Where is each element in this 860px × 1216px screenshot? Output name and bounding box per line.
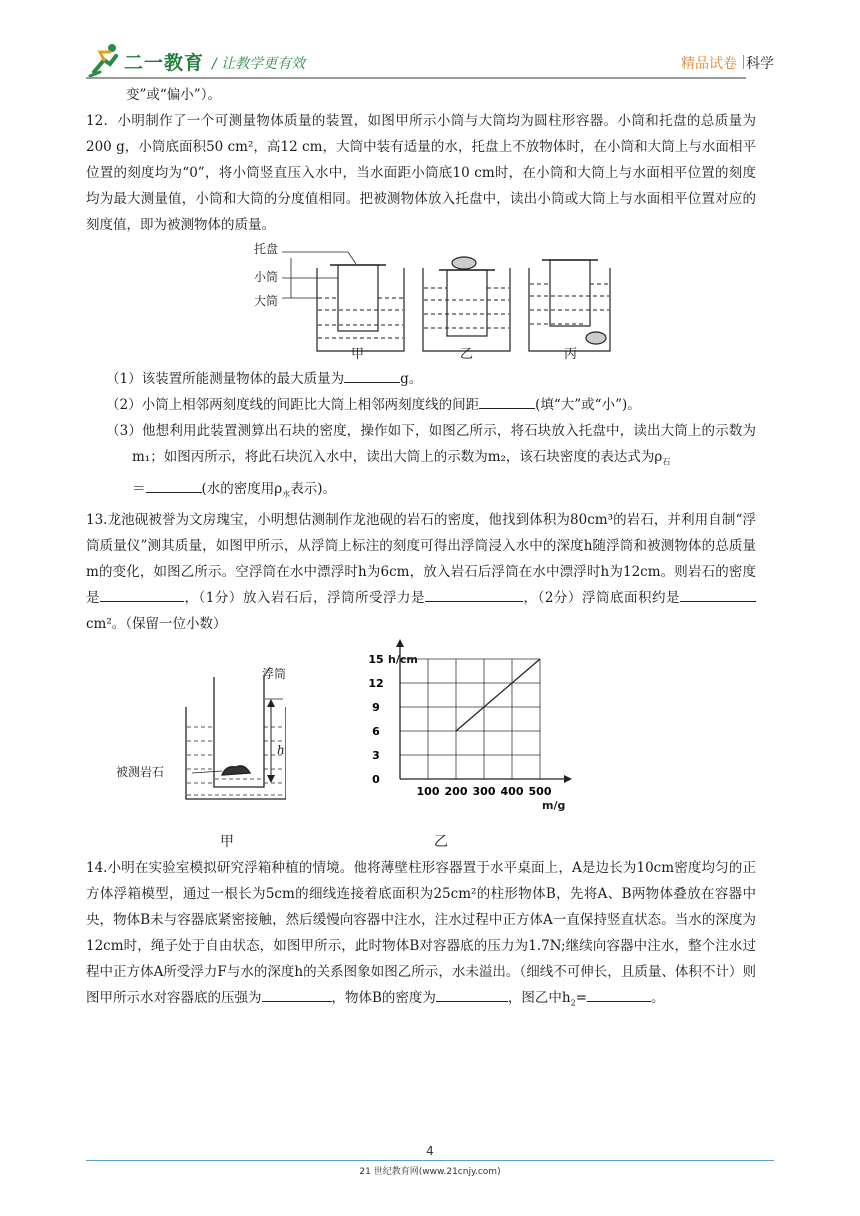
q14-text-d: =: [575, 990, 588, 1007]
y-tick-label: 6: [372, 725, 380, 739]
footer-rule: [86, 1160, 774, 1161]
y-tick-label: 9: [372, 701, 380, 715]
q13-stem: [86, 507, 756, 637]
label-tray: 托盘: [254, 242, 279, 256]
q14-stem: [86, 855, 756, 1017]
logo-runner-icon: [86, 42, 126, 78]
y-tick-label: 12: [368, 677, 384, 691]
label-big-tube: 大筒: [254, 294, 279, 308]
document-body: [86, 82, 756, 1017]
h-m-chart: [350, 637, 580, 817]
q12-figure: [86, 238, 756, 366]
answer-blank[interactable]: [680, 585, 756, 602]
x-tick-label: 400: [500, 785, 524, 799]
label-jia: 甲: [351, 347, 365, 362]
answer-blank[interactable]: [146, 476, 202, 493]
x-tick-label: 300: [472, 785, 496, 799]
answer-blank[interactable]: [587, 985, 651, 1002]
q12-sub3-note-end: 表示)。: [290, 480, 336, 497]
rho-stone-sub: 石: [662, 457, 671, 467]
answer-blank[interactable]: [344, 366, 400, 383]
q12-sub3-note: (水的密度用ρ: [201, 480, 283, 497]
slogan: / 让教学更有效: [212, 56, 306, 72]
label-bing: 丙: [564, 347, 578, 362]
answer-blank[interactable]: [479, 392, 535, 409]
page-header: [0, 0, 860, 80]
period: 。: [651, 990, 665, 1007]
q14-text-c: ，图乙中h: [507, 990, 571, 1007]
q12-sub2-text: （2）小筒上相邻两刻度线的间距比大筒上相邻两刻度线的间距: [106, 397, 480, 413]
q12-diagram: [86, 238, 756, 366]
y-tick-label: 3: [372, 749, 380, 763]
label-rock: 被测岩石: [116, 765, 165, 780]
q12-sub3-text: （3）他想利用此装置测算出石块的密度，操作如下，如图乙所示，将石块放入托盘中，读出大筒上的示数为m₁；如图丙所示，将此石块沉入水中，读出大筒上的示数为m₂，该石块密度的表达式为ρ: [106, 423, 756, 465]
x-axis-arrow: [564, 775, 572, 783]
q14-text-b: ，物体B的密度为: [331, 990, 436, 1007]
q13-figure: [86, 637, 756, 855]
subject-label: 科学: [746, 56, 774, 72]
q12-sub2: [86, 392, 756, 418]
x-tick-label: 100: [416, 785, 440, 799]
label-tube: 浮筒: [262, 667, 287, 682]
premium-badge: 精品试卷: [681, 56, 737, 72]
chart-xlabel: m/g: [542, 799, 566, 813]
x-tick-label: 200: [444, 785, 468, 799]
q14-text-a: 14.小明在实验室模拟研究浮箱种植的情境。他将薄壁柱形容器置于水平桌面上，A是边长为10cm密度均匀的正方体浮箱模型，通过一根长为5cm的细线连接着底面积为25cm²的柱形物体B，先将A、B两物体叠放在容器中央，物体B未与容器底紧密接触，然后缓慢向容器中注水，注水过程中正方体A一直保持竖直状态。当水的深度为12cm时，绳子处于自由状态，如图甲所示，此时物体B对容器底的压力为1.7N;继续向容器中注水，整个注水过程中正方体A所受浮力F与水的深度h的关系图象如图乙所示，水未溢出。（细线不可伸长，且质量、体积不计）则图甲所示水对容器底的压强为: [86, 860, 756, 1007]
x-tick-label: 500: [528, 785, 552, 799]
label-small-tube: 小筒: [254, 270, 279, 284]
equals-sign: ＝: [132, 480, 146, 497]
page-number: 4: [426, 1144, 434, 1158]
q12-sub1-text: （1）该装置所能测量物体的最大质量为: [106, 371, 345, 387]
header-separator: [743, 55, 744, 69]
label-yi: 乙: [434, 834, 448, 851]
chart-ylabel: h/cm: [388, 653, 418, 667]
label-yi: 乙: [460, 347, 474, 362]
q13-text-a: 13.龙池砚被誉为文房瑰宝，小明想估测制作龙池砚的岩石的密度，他找到体积为80cm³的岩石，并利用自制“浮筒质量仪”测其质量，如图甲所示，从浮筒上标注的刻度可得出浮筒浸入水中的深度h随浮筒和被测物体的总质量m的变化，如图乙所示。空浮筒在水中漂浮时h为6cm，放入岩石后浮筒在水中漂浮时h为12cm。则岩石的密度是: [86, 512, 756, 607]
answer-blank[interactable]: [100, 585, 184, 602]
y-axis-arrow: [396, 639, 404, 647]
q12-sub1-unit: g。: [400, 371, 423, 387]
y-tick-label: 0: [372, 773, 380, 787]
answer-blank[interactable]: [436, 985, 508, 1002]
answer-blank[interactable]: [262, 985, 332, 1002]
q13-text-c: ，（2分）浮筒底面积约是: [523, 590, 681, 607]
h2-sub: 2: [570, 999, 576, 1009]
y-tick-label: 15: [368, 653, 384, 667]
header-rule: [86, 77, 746, 79]
q11-tail: 变”或“偏小”）。: [126, 87, 221, 103]
answer-blank[interactable]: [425, 585, 523, 602]
logo-text: 二一教育: [124, 52, 205, 74]
q12-sub2-hint: (填“大”或“小”)。: [535, 397, 641, 413]
q12-stem: 12．小明制作了一个可测量物体质量的装置，如图甲所示小筒与大筒均为圆柱形容器。小筒和托盘的总质量为200 g，小筒底面积50 cm²，高12 cm，大筒中装有适量的水，托盘上不放物体时，在小筒和大筒上与水面相平位置的刻度均为“0”，将小筒竖直压入水中，当水面距小筒底10 cm时，在小筒和大筒上与水面相平位置的刻度均为最大测量值，小筒和大筒的分度值相同。把被测物体放入托盘中，读出小筒或大筒上与水面相平位置对应的刻度值，即为被测物体的质量。: [86, 113, 756, 233]
rho-water-sub: 水: [282, 489, 291, 499]
label-jia: 甲: [220, 834, 234, 851]
q12-sub1: [86, 366, 756, 392]
float-tube-diagram: [86, 637, 286, 817]
label-h: h: [277, 743, 285, 758]
series-line: [456, 659, 540, 731]
q12-sub3: [86, 418, 756, 507]
q13-text-d: cm²。（保留一位小数）: [86, 616, 227, 633]
q13-text-b: ，（1分）放入岩石后，浮筒所受浮力是: [184, 590, 426, 607]
footer-site: 21 世纪教育网(www.21cnjy.com): [359, 1167, 501, 1177]
